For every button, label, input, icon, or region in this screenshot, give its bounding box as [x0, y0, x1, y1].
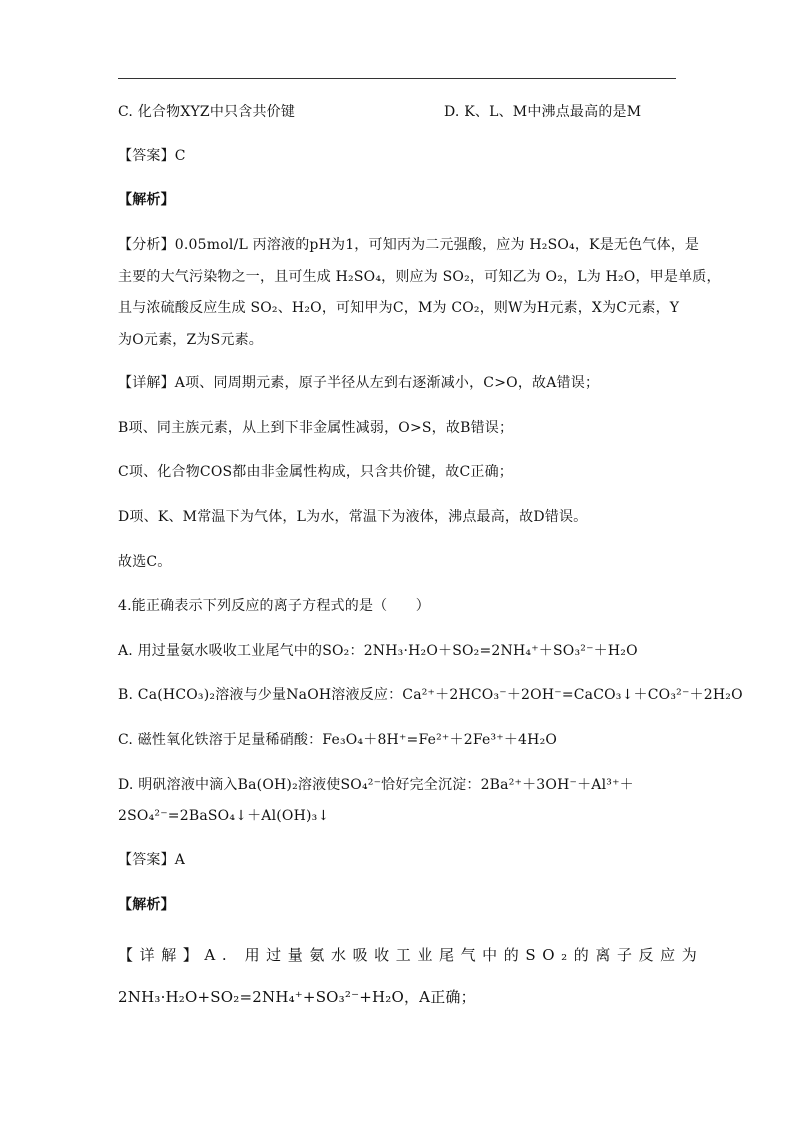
detail-a: 【详解】A项、同周期元素，原子半径从左到右逐渐减小，C>O，故A错误； [118, 375, 600, 391]
question-4-option-b: B. Ca(HCO₃)₂溶液与少量NaOH溶液反应：Ca²⁺＋2HCO₃⁻＋2OH⁻=CaCO₃↓＋CO₃²⁻＋2H₂O [118, 687, 743, 703]
fenxi-line-4: 为O元素，Z为S元素。 [118, 332, 263, 348]
answer-1: 【答案】C [118, 148, 186, 164]
analysis-heading-2: 【解析】 [118, 897, 175, 913]
detail-d: D项、K、M常温下为气体，L为水，常温下为液体，沸点最高，故D错误。 [118, 509, 588, 525]
question-4-option-c: C. 磁性氧化铁溶于足量稀硝酸：Fe₃O₄＋8H⁺=Fe²⁺＋2Fe³⁺＋4H₂O [118, 732, 558, 748]
analysis-heading-1: 【解析】 [118, 192, 175, 208]
fenxi-line-1: 【分析】0.05mol/L 丙溶液的pH为1，可知丙为二元强酸，应为 H₂SO₄，K是无色气体，是 [118, 237, 700, 253]
answer-2: 【答案】A [118, 852, 186, 868]
question-4-option-d-line-1: D. 明矾溶液中滴入Ba(OH)₂溶液使SO₄²⁻恰好完全沉淀：2Ba²⁺＋3OH⁻＋Al³⁺＋ [118, 777, 634, 793]
conclusion-1: 故选C。 [118, 554, 172, 570]
detail2-line-2: 2NH₃·H₂O+SO₂=2NH₄⁺+SO₃²⁻+H₂O，A正确； [118, 988, 476, 1006]
header-rule [118, 78, 676, 79]
detail2-line-1: 【详解】A. 用过量氨水吸收工业尾气中的SO₂的离子反应为 [118, 946, 704, 964]
detail-c: C项、化合物COS都由非金属性构成，只含共价键，故C正确； [118, 464, 514, 480]
option-c-top: C. 化合物XYZ中只含共价键 [118, 104, 296, 120]
detail-b: B项、同主族元素，从上到下非金属性减弱，O>S，故B错误； [118, 420, 514, 436]
fenxi-line-2: 主要的大气污染物之一，且可生成 H₂SO₄，则应为 SO₂，可知乙为 O₂，L为 H₂O，甲是单质， [118, 269, 721, 285]
question-4-stem: 4.能正确表示下列反应的离子方程式的是（ ） [118, 598, 430, 614]
option-d-top: D. K、L、M中沸点最高的是M [444, 104, 642, 120]
fenxi-line-3: 且与浓硫酸反应生成 SO₂、H₂O，可知甲为C，M为 CO₂，则W为H元素，X为C元素，Y [118, 300, 680, 316]
question-4-option-d-line-2: 2SO₄²⁻=2BaSO₄↓＋Al(OH)₃↓ [118, 808, 330, 824]
question-4-option-a: A. 用过量氨水吸收工业尾气中的SO₂：2NH₃·H₂O＋SO₂=2NH₄⁺＋SO₃²⁻＋H₂O [118, 643, 638, 659]
